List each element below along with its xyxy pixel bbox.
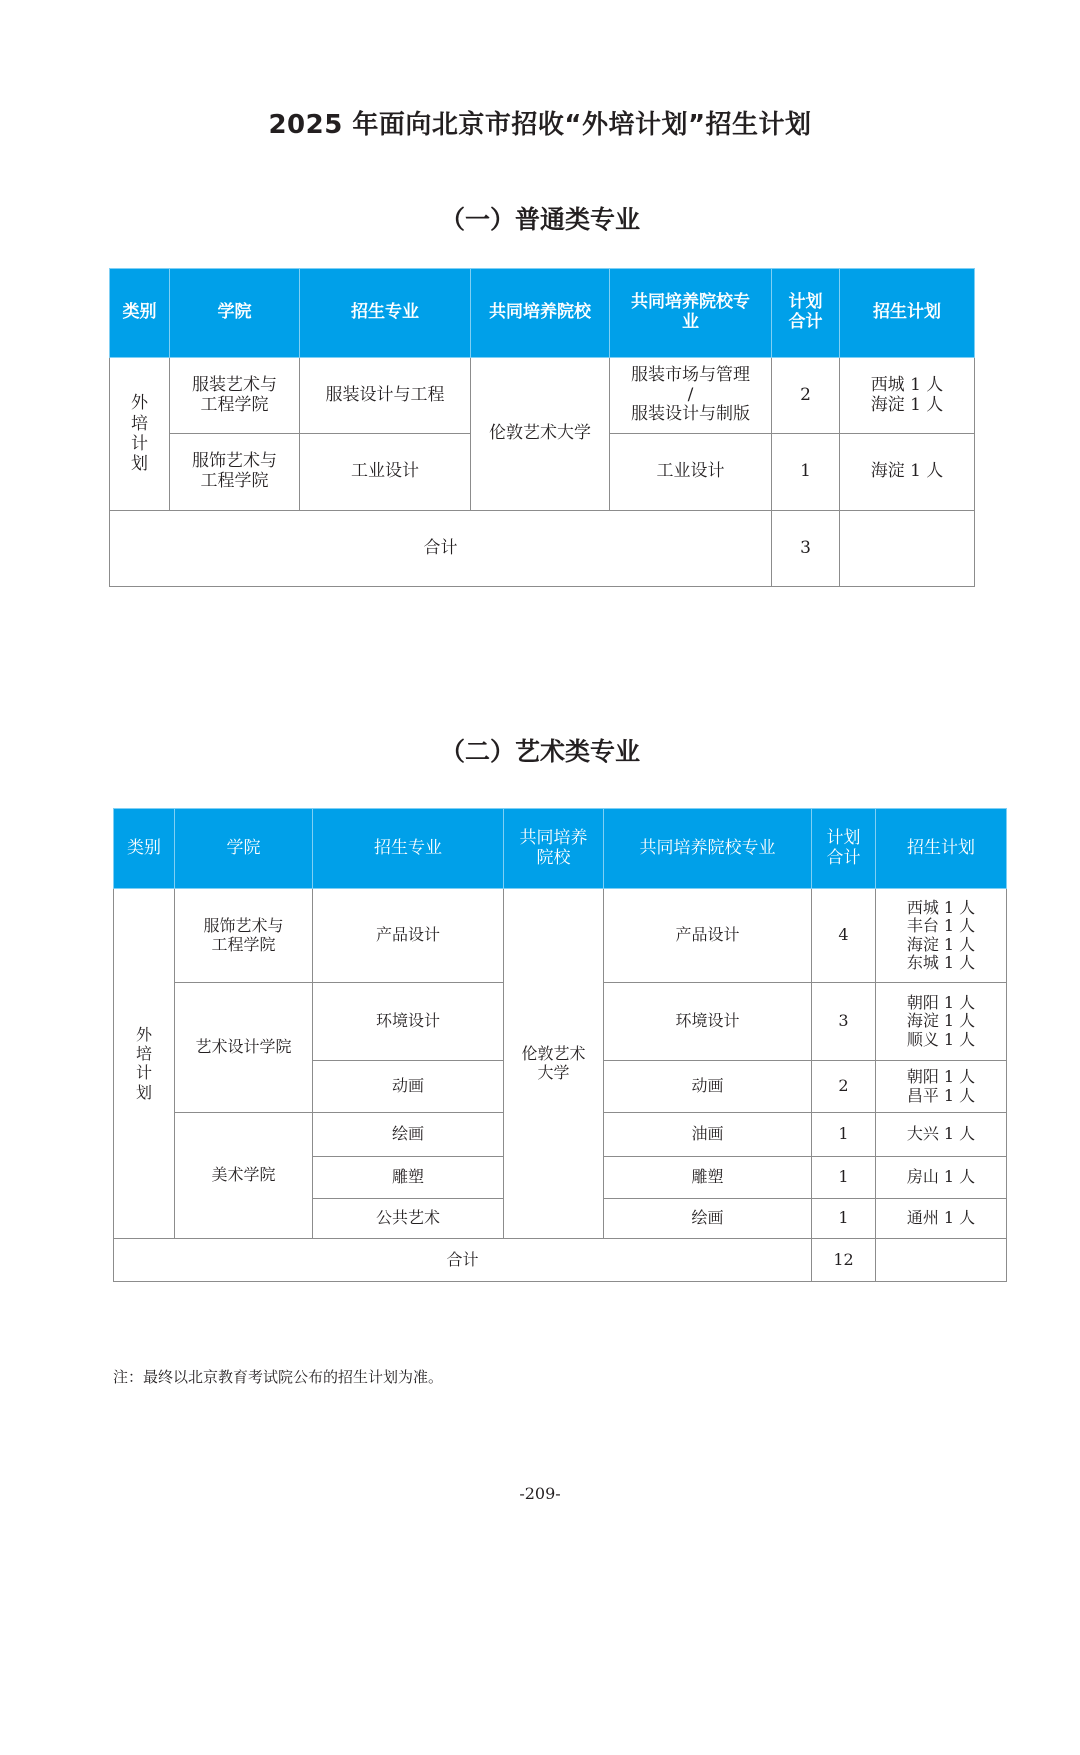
partner-major-line: 服装市场与管理 xyxy=(631,365,750,386)
category-cell xyxy=(110,358,170,511)
partner-major-line: 服装设计与制版 xyxy=(631,404,750,425)
major-cell: 雕塑 xyxy=(313,1157,504,1199)
header-count xyxy=(772,269,840,358)
header-major: 招生专业 xyxy=(300,269,471,358)
college-cell xyxy=(175,889,313,983)
major-cell: 动画 xyxy=(313,1061,504,1113)
page-number: -209- xyxy=(519,1484,561,1503)
header-major: 招生专业 xyxy=(313,809,504,889)
partner-major-cell: 工业设计 xyxy=(610,434,772,511)
college-cell xyxy=(170,434,300,511)
plan-line: 朝阳 1 人 xyxy=(906,1067,976,1087)
section-heading-art: （二）艺术类专业 xyxy=(439,737,640,766)
partner-major-cell: 环境设计 xyxy=(604,983,812,1061)
total-label: 合计 xyxy=(110,511,772,587)
major-cell: 工业设计 xyxy=(300,434,471,511)
major-cell: 环境设计 xyxy=(313,983,504,1061)
plan-line: 海淀 1 人 xyxy=(870,394,944,415)
plan-line: 海淀 1 人 xyxy=(906,934,976,954)
college-cell xyxy=(170,358,300,434)
count-cell: 1 xyxy=(812,1113,876,1157)
major-cell: 服装设计与工程 xyxy=(300,358,471,434)
college-text: 服饰艺术与工程学院 xyxy=(203,916,284,954)
college-text: 服饰艺术与工程学院 xyxy=(192,451,277,491)
partner-major-cell: 产品设计 xyxy=(604,889,812,983)
plan-cell: 海淀 1 人 xyxy=(840,434,975,511)
header-plan: 招生计划 xyxy=(840,269,975,358)
plan-line: 西城 1 人 xyxy=(906,897,976,917)
count-cell: 1 xyxy=(812,1157,876,1199)
count-cell: 1 xyxy=(812,1199,876,1239)
partner-major-cell: 绘画 xyxy=(604,1199,812,1239)
plan-cell xyxy=(876,1061,1007,1113)
header-count-text: 计划合计 xyxy=(788,292,823,332)
general-majors-table xyxy=(109,268,975,587)
header-count-text: 计划合计 xyxy=(826,827,861,868)
header-college: 学院 xyxy=(175,809,313,889)
college-text: 服装艺术与工程学院 xyxy=(192,374,277,415)
header-partner-text: 共同培养院校 xyxy=(519,827,588,868)
partner-major-cell: 油画 xyxy=(604,1113,812,1157)
header-count xyxy=(812,809,876,889)
category-text: 外培计划 xyxy=(136,1025,153,1102)
footnote: 注：最终以北京教育考试院公布的招生计划为准。 xyxy=(113,1368,444,1386)
plan-line: 昌平 1 人 xyxy=(906,1085,976,1105)
table-header-row xyxy=(110,269,975,358)
partner-major-cell: 动画 xyxy=(604,1061,812,1113)
plan-cell xyxy=(876,889,1007,983)
header-partner-major-text: 共同培养院校专业 xyxy=(631,292,750,332)
count-cell: 2 xyxy=(772,358,840,434)
header-category: 类别 xyxy=(114,809,175,889)
count-cell: 4 xyxy=(812,889,876,983)
total-plan-empty xyxy=(876,1239,1007,1282)
count-cell: 2 xyxy=(812,1061,876,1113)
plan-cell xyxy=(876,983,1007,1061)
college-cell: 美术学院 xyxy=(175,1113,313,1239)
art-majors-table xyxy=(113,808,1007,1282)
plan-cell: 大兴 1 人 xyxy=(876,1113,1007,1157)
header-category: 类别 xyxy=(110,269,170,358)
header-partner-major xyxy=(610,269,772,358)
header-partner-major: 共同培养院校专业 xyxy=(604,809,812,889)
count-cell: 1 xyxy=(772,434,840,511)
college-cell: 艺术设计学院 xyxy=(175,983,313,1113)
total-plan-empty xyxy=(840,511,975,587)
table-row xyxy=(114,889,1007,983)
partner-cell: 伦敦艺术大学 xyxy=(471,358,610,511)
plan-cell: 房山 1 人 xyxy=(876,1157,1007,1199)
major-cell: 产品设计 xyxy=(313,889,504,983)
category-text: 外培计划 xyxy=(131,393,148,475)
partner-major-cell xyxy=(610,358,772,434)
total-count: 3 xyxy=(772,511,840,587)
major-cell: 绘画 xyxy=(313,1113,504,1157)
plan-line: 西城 1 人 xyxy=(870,374,944,395)
table-row xyxy=(110,358,975,434)
count-cell: 3 xyxy=(812,983,876,1061)
total-row xyxy=(110,511,975,587)
section-heading-general: （一）普通类专业 xyxy=(439,205,640,234)
page-title: 2025 年面向北京市招收“外培计划”招生计划 xyxy=(268,110,812,140)
table-header-row xyxy=(114,809,1007,889)
plan-cell: 通州 1 人 xyxy=(876,1199,1007,1239)
major-cell: 公共艺术 xyxy=(313,1199,504,1239)
plan-cell xyxy=(840,358,975,434)
partner-major-separator: / xyxy=(687,384,694,405)
header-partner: 共同培养院校 xyxy=(471,269,610,358)
header-college: 学院 xyxy=(170,269,300,358)
plan-line: 丰台 1 人 xyxy=(906,916,976,936)
total-label: 合计 xyxy=(114,1239,812,1282)
partner-text: 伦敦艺术大学 xyxy=(521,1044,586,1082)
partner-major-cell: 雕塑 xyxy=(604,1157,812,1199)
partner-cell xyxy=(504,889,604,1239)
plan-line: 顺义 1 人 xyxy=(906,1029,976,1049)
plan-line: 东城 1 人 xyxy=(906,952,976,972)
header-partner xyxy=(504,809,604,889)
total-count: 12 xyxy=(812,1239,876,1282)
header-plan: 招生计划 xyxy=(876,809,1007,889)
total-row xyxy=(114,1239,1007,1282)
plan-line: 海淀 1 人 xyxy=(906,1011,976,1031)
plan-line: 朝阳 1 人 xyxy=(906,992,976,1012)
category-cell xyxy=(114,889,175,1239)
